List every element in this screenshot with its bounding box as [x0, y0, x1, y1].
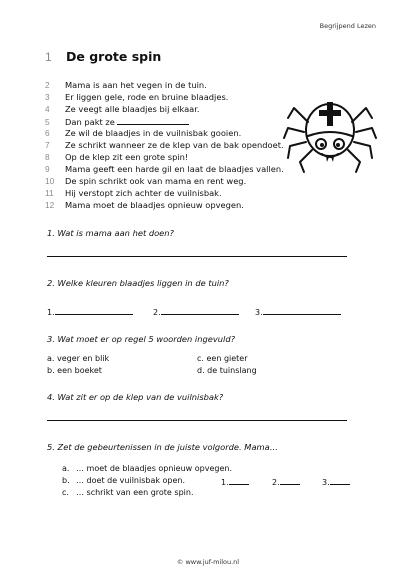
story-text: Ze wil de blaadjes in de vuilnisbak gooien.: [65, 128, 242, 138]
option-c[interactable]: c. een gieter: [197, 354, 248, 363]
story-line: [45, 92, 228, 102]
answer-blank[interactable]: [153, 306, 239, 317]
question-5: 5. Zet de gebeurtenissen in de juiste volgorde. Mama…: [47, 442, 279, 452]
order-number: 2.: [272, 478, 280, 487]
story-text: Mama is aan het vegen in de tuin.: [65, 80, 207, 90]
event-text: … moet de blaadjes opnieuw opvegen.: [76, 464, 232, 473]
story-text: Mama moet de blaadjes opnieuw opvegen.: [65, 200, 244, 210]
answer-line-4[interactable]: [47, 420, 347, 421]
line-number: 12: [45, 200, 55, 210]
story-text: De spin schrikt ook van mama en rent weg.: [65, 176, 247, 186]
event-letter: a.: [62, 464, 70, 473]
page-title: De grote spin: [66, 49, 162, 64]
line-number: 7: [45, 140, 50, 150]
order-blank[interactable]: [272, 476, 300, 487]
story-text: Dan pakt ze: [65, 117, 115, 127]
story-text: Op de klep zit een grote spin!: [65, 152, 189, 162]
story-text: Er liggen gele, rode en bruine blaadjes.: [65, 92, 229, 102]
order-blank[interactable]: [221, 476, 249, 487]
order-number: 3.: [322, 478, 330, 487]
event-item: [62, 476, 185, 485]
answer-line-1[interactable]: [47, 256, 347, 257]
event-item: [62, 488, 193, 497]
event-text: … doet de vuilnisbak open.: [76, 476, 186, 485]
header-label: Begrijpend Lezen: [319, 22, 376, 30]
question-2: 2. Welke kleuren blaadjes liggen in de tuin?: [47, 278, 229, 288]
story-line: [45, 164, 284, 174]
line-number: 3: [45, 92, 50, 102]
story-line: [45, 104, 200, 114]
question-4: 4. Wat zit er op de klep van de vuilnisbak?: [47, 392, 224, 402]
line-number: 10: [45, 176, 55, 186]
option-b[interactable]: b. een boeket: [47, 366, 102, 375]
fill-in-blank[interactable]: [117, 116, 189, 125]
question-1: 1. Wat is mama aan het doen?: [47, 228, 174, 238]
story-line: [45, 80, 207, 90]
line-number: 4: [45, 104, 50, 114]
story-text: Mama geeft een harde gil en laat de blaadjes vallen.: [65, 164, 284, 174]
blank-number: 2.: [153, 308, 161, 317]
event-text: … schrikt van een grote spin.: [76, 488, 194, 497]
story-line: [45, 140, 284, 150]
story-text: Ze veegt alle blaadjes bij elkaar.: [65, 104, 200, 114]
line-number: 9: [45, 164, 50, 174]
event-letter: c.: [62, 488, 69, 497]
line-number: 5: [45, 117, 50, 127]
question-3: 3. Wat moet er op regel 5 woorden ingevuld?: [47, 334, 236, 344]
option-d[interactable]: d. de tuinslang: [197, 366, 257, 375]
story-line: [45, 128, 241, 138]
order-blank[interactable]: [322, 476, 350, 487]
line-number: 2: [45, 80, 50, 90]
answer-blank[interactable]: [255, 306, 341, 317]
story-line: [45, 200, 244, 210]
answer-blank[interactable]: [47, 306, 133, 317]
story-line: [45, 152, 188, 162]
story-line: [45, 176, 246, 186]
line-number: 6: [45, 128, 50, 138]
story-line: [45, 116, 189, 127]
footer-credit: © www.juf-milou.nl: [176, 558, 240, 566]
title-line-number: 1: [45, 50, 52, 64]
event-letter: b.: [62, 476, 70, 485]
story-line: [45, 188, 222, 198]
line-number: 11: [45, 188, 54, 198]
blank-number: 1.: [47, 308, 55, 317]
blank-number: 3.: [255, 308, 263, 317]
event-item: [62, 464, 232, 473]
option-a[interactable]: a. veger en blik: [47, 354, 110, 363]
order-number: 1.: [221, 478, 229, 487]
spider-with-cross-icon: [282, 88, 378, 180]
story-text: Ze schrikt wanneer ze de klep van de bak opendoet.: [65, 140, 284, 150]
story-text: Hij verstopt zich achter de vuilnisbak.: [65, 188, 222, 198]
line-number: 8: [45, 152, 50, 162]
